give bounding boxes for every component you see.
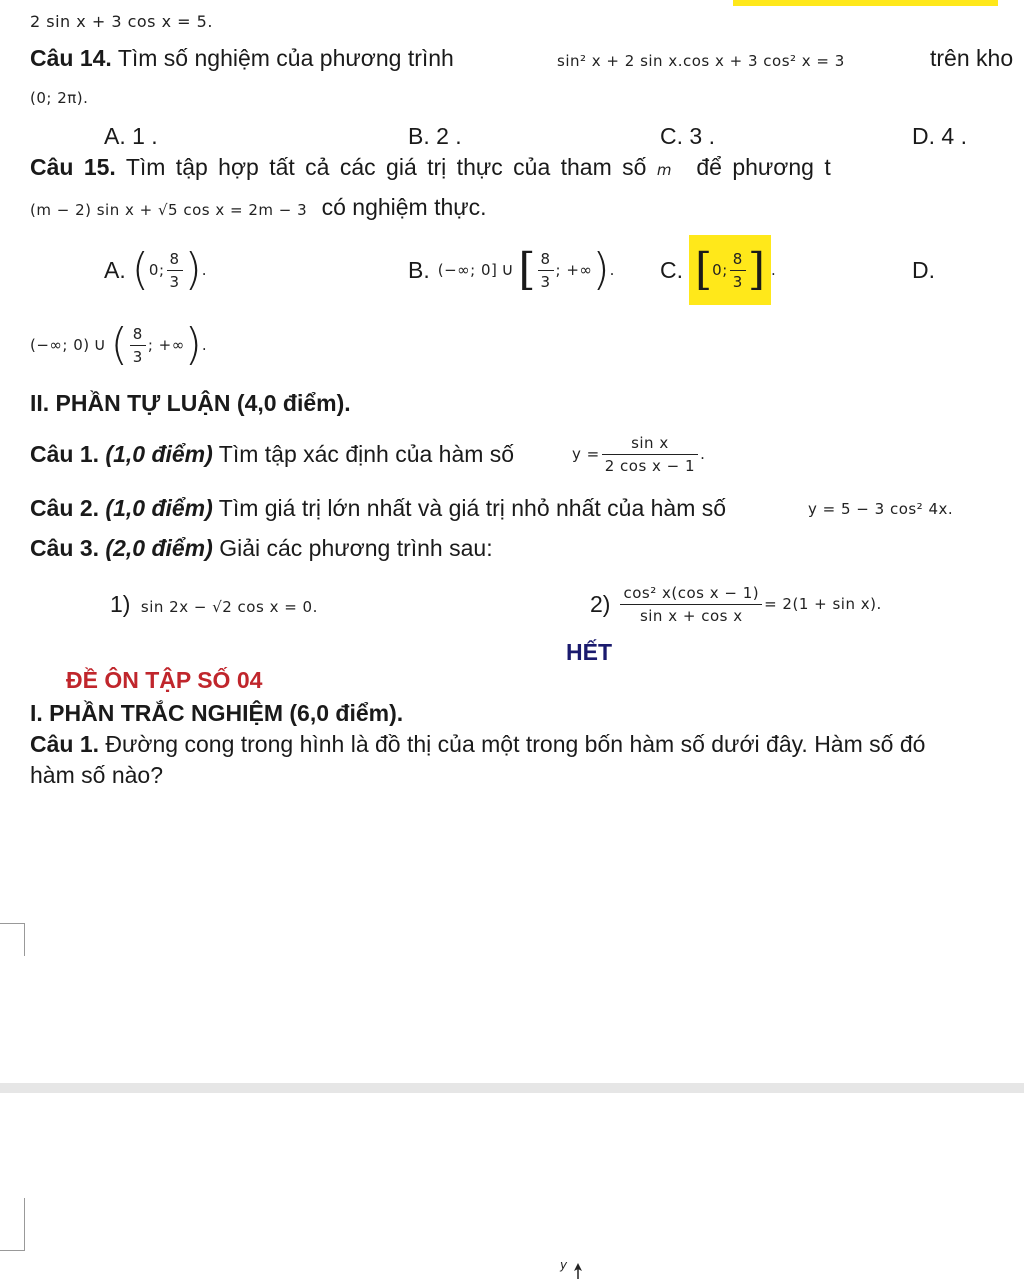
part2-q2-line	[30, 494, 726, 522]
q14-option-c[interactable]: C. 3 .	[660, 123, 715, 149]
union-symbol: ∪	[93, 335, 107, 355]
q15-label: Câu 15.	[30, 154, 116, 180]
q15-d-right: ; +∞	[147, 336, 185, 354]
q14-label: Câu 14.	[30, 45, 112, 71]
fraction-sinx-over-2cosx-1: $\frac{\text{sin x}}{\text{2 cos x − 1}}$	[602, 434, 698, 475]
close-paren: )	[592, 244, 610, 295]
q14-interval: (0; 2π).	[30, 89, 89, 107]
q15-option-a[interactable]: A. ( 0; $\frac{8}{3}$ ) .	[104, 244, 208, 295]
open-bracket: [	[518, 244, 536, 295]
open-paren: (	[131, 244, 149, 295]
union-symbol: ∪	[501, 260, 515, 280]
part2-q2-equation: y = 5 − 3 cos² 4x.	[808, 500, 954, 518]
q15-answer-highlight	[689, 235, 771, 305]
exam4-q1-line2: hàm số nào?	[30, 762, 163, 788]
q15-option-c[interactable]: C. [ 0; $\frac{8}{3}$ ] .	[660, 240, 776, 300]
q15-option-d-label[interactable]: D.	[912, 257, 935, 283]
q15-equation-line	[30, 193, 487, 221]
highlight-strip	[733, 0, 998, 6]
q14-option-d[interactable]: D. 4 .	[912, 123, 967, 149]
axis-arrow-icon	[572, 1262, 584, 1279]
formula-lhs: y =	[572, 445, 600, 463]
axis-y-label: y	[560, 1258, 568, 1272]
part2-q3-line	[30, 534, 493, 562]
fraction-8-3: $\frac{8}{3}$	[730, 250, 746, 291]
open-paren: (	[110, 319, 128, 370]
q14-tail: trên kho	[930, 45, 1014, 71]
part2-q2-label: Câu 2.	[30, 495, 100, 521]
q15-option-b-label: B.	[408, 257, 430, 283]
q15-line	[30, 153, 831, 184]
part2-q1-text: Tìm tập xác định của hàm số	[218, 441, 515, 467]
graph-frame-top	[0, 923, 25, 956]
q15-option-c-label: C.	[660, 257, 683, 283]
equation-1-body: sin 2x − √2 cos x = 0.	[140, 598, 318, 616]
equation-2-label: 2)	[590, 591, 611, 617]
part2-q1-label: Câu 1.	[30, 441, 100, 467]
q15-tail: có nghiệm thực.	[321, 194, 487, 220]
equation-1	[110, 590, 318, 618]
q15-a-left: 0;	[148, 261, 165, 279]
q14-equation: sin² x + 2 sin x.cos x + 3 cos² x = 3	[557, 52, 845, 70]
q15-b-right: ; +∞	[555, 261, 593, 279]
part2-q1-line	[30, 440, 514, 468]
close-bracket: ]	[747, 244, 765, 295]
exam4-q1-text: Đường cong trong hình là đồ thị của một trong bốn hàm số dưới đây. Hàm số đó	[105, 731, 926, 757]
q15-text2: để phương t	[696, 154, 831, 180]
exam4-q1-label: Câu 1.	[30, 731, 100, 757]
part2-heading: II. PHẦN TỰ LUẬN (4,0 điểm).	[30, 390, 351, 416]
q15-option-b[interactable]: B. (−∞; 0] ∪ [ $\frac{8}{3}$ ; +∞ ) .	[408, 244, 615, 295]
q15-text: Tìm tập hợp tất cả các giá trị thực của tham số	[125, 154, 647, 180]
part2-q1-formula: y = $\frac{\text{sin x}}{\text{2 cos x − 1}}$ .	[572, 433, 706, 475]
part2-q3-text: Giải các phương trình sau:	[219, 535, 493, 561]
fraction-8-3: $\frac{8}{3}$	[130, 325, 146, 366]
q14-option-b[interactable]: B. 2 .	[408, 123, 462, 149]
equation-2	[590, 572, 882, 636]
part2-q2-points: (1,0 điểm)	[105, 495, 213, 521]
end-marker: HẾT	[566, 639, 612, 665]
fraction-8-3: $\frac{8}{3}$	[538, 250, 554, 291]
q15-d-left: (−∞; 0)	[30, 336, 90, 354]
open-bracket: [	[695, 244, 713, 295]
page-divider	[0, 1083, 1024, 1093]
graph-frame-bottom	[0, 1198, 25, 1251]
q15-equation: (m − 2) sin x + √5 cos x = 2m − 3	[30, 201, 308, 219]
part2-q3-label: Câu 3.	[30, 535, 100, 561]
q14-line	[30, 44, 454, 72]
exam4-q1-line	[30, 730, 925, 758]
q15-c-left: 0;	[712, 261, 728, 279]
q14-option-a[interactable]: A. 1 .	[104, 123, 158, 149]
top-equation: 2 sin x + 3 cos x = 5.	[30, 12, 213, 31]
fraction-8-3: $\frac{8}{3}$	[167, 250, 183, 291]
q15-param: m	[656, 161, 672, 179]
q15-option-d[interactable]: (−∞; 0) ∪ ( $\frac{8}{3}$ ; +∞ ) .	[30, 319, 208, 370]
part2-q2-text: Tìm giá trị lớn nhất và giá trị nhỏ nhất của hàm số	[218, 495, 727, 521]
equation-2-fraction: $\frac{\text{cos² x(cos x − 1)}}{\text{sin x + cos x}}$	[620, 584, 762, 625]
exam4-title: ĐỀ ÔN TẬP SỐ 04	[66, 667, 263, 693]
close-paren: )	[184, 244, 202, 295]
equation-2-rhs: = 2(1 + sin x).	[764, 595, 882, 613]
part2-q1-points: (1,0 điểm)	[105, 441, 213, 467]
exam4-section: I. PHẦN TRẮC NGHIỆM (6,0 điểm).	[30, 700, 404, 726]
q15-option-a-label: A.	[104, 257, 126, 283]
equation-1-label: 1)	[110, 591, 131, 617]
close-paren: )	[184, 319, 202, 370]
q15-b-left: (−∞; 0]	[437, 261, 498, 279]
q14-text: Tìm số nghiệm của phương trình	[117, 45, 454, 71]
part2-q3-points: (2,0 điểm)	[105, 535, 213, 561]
